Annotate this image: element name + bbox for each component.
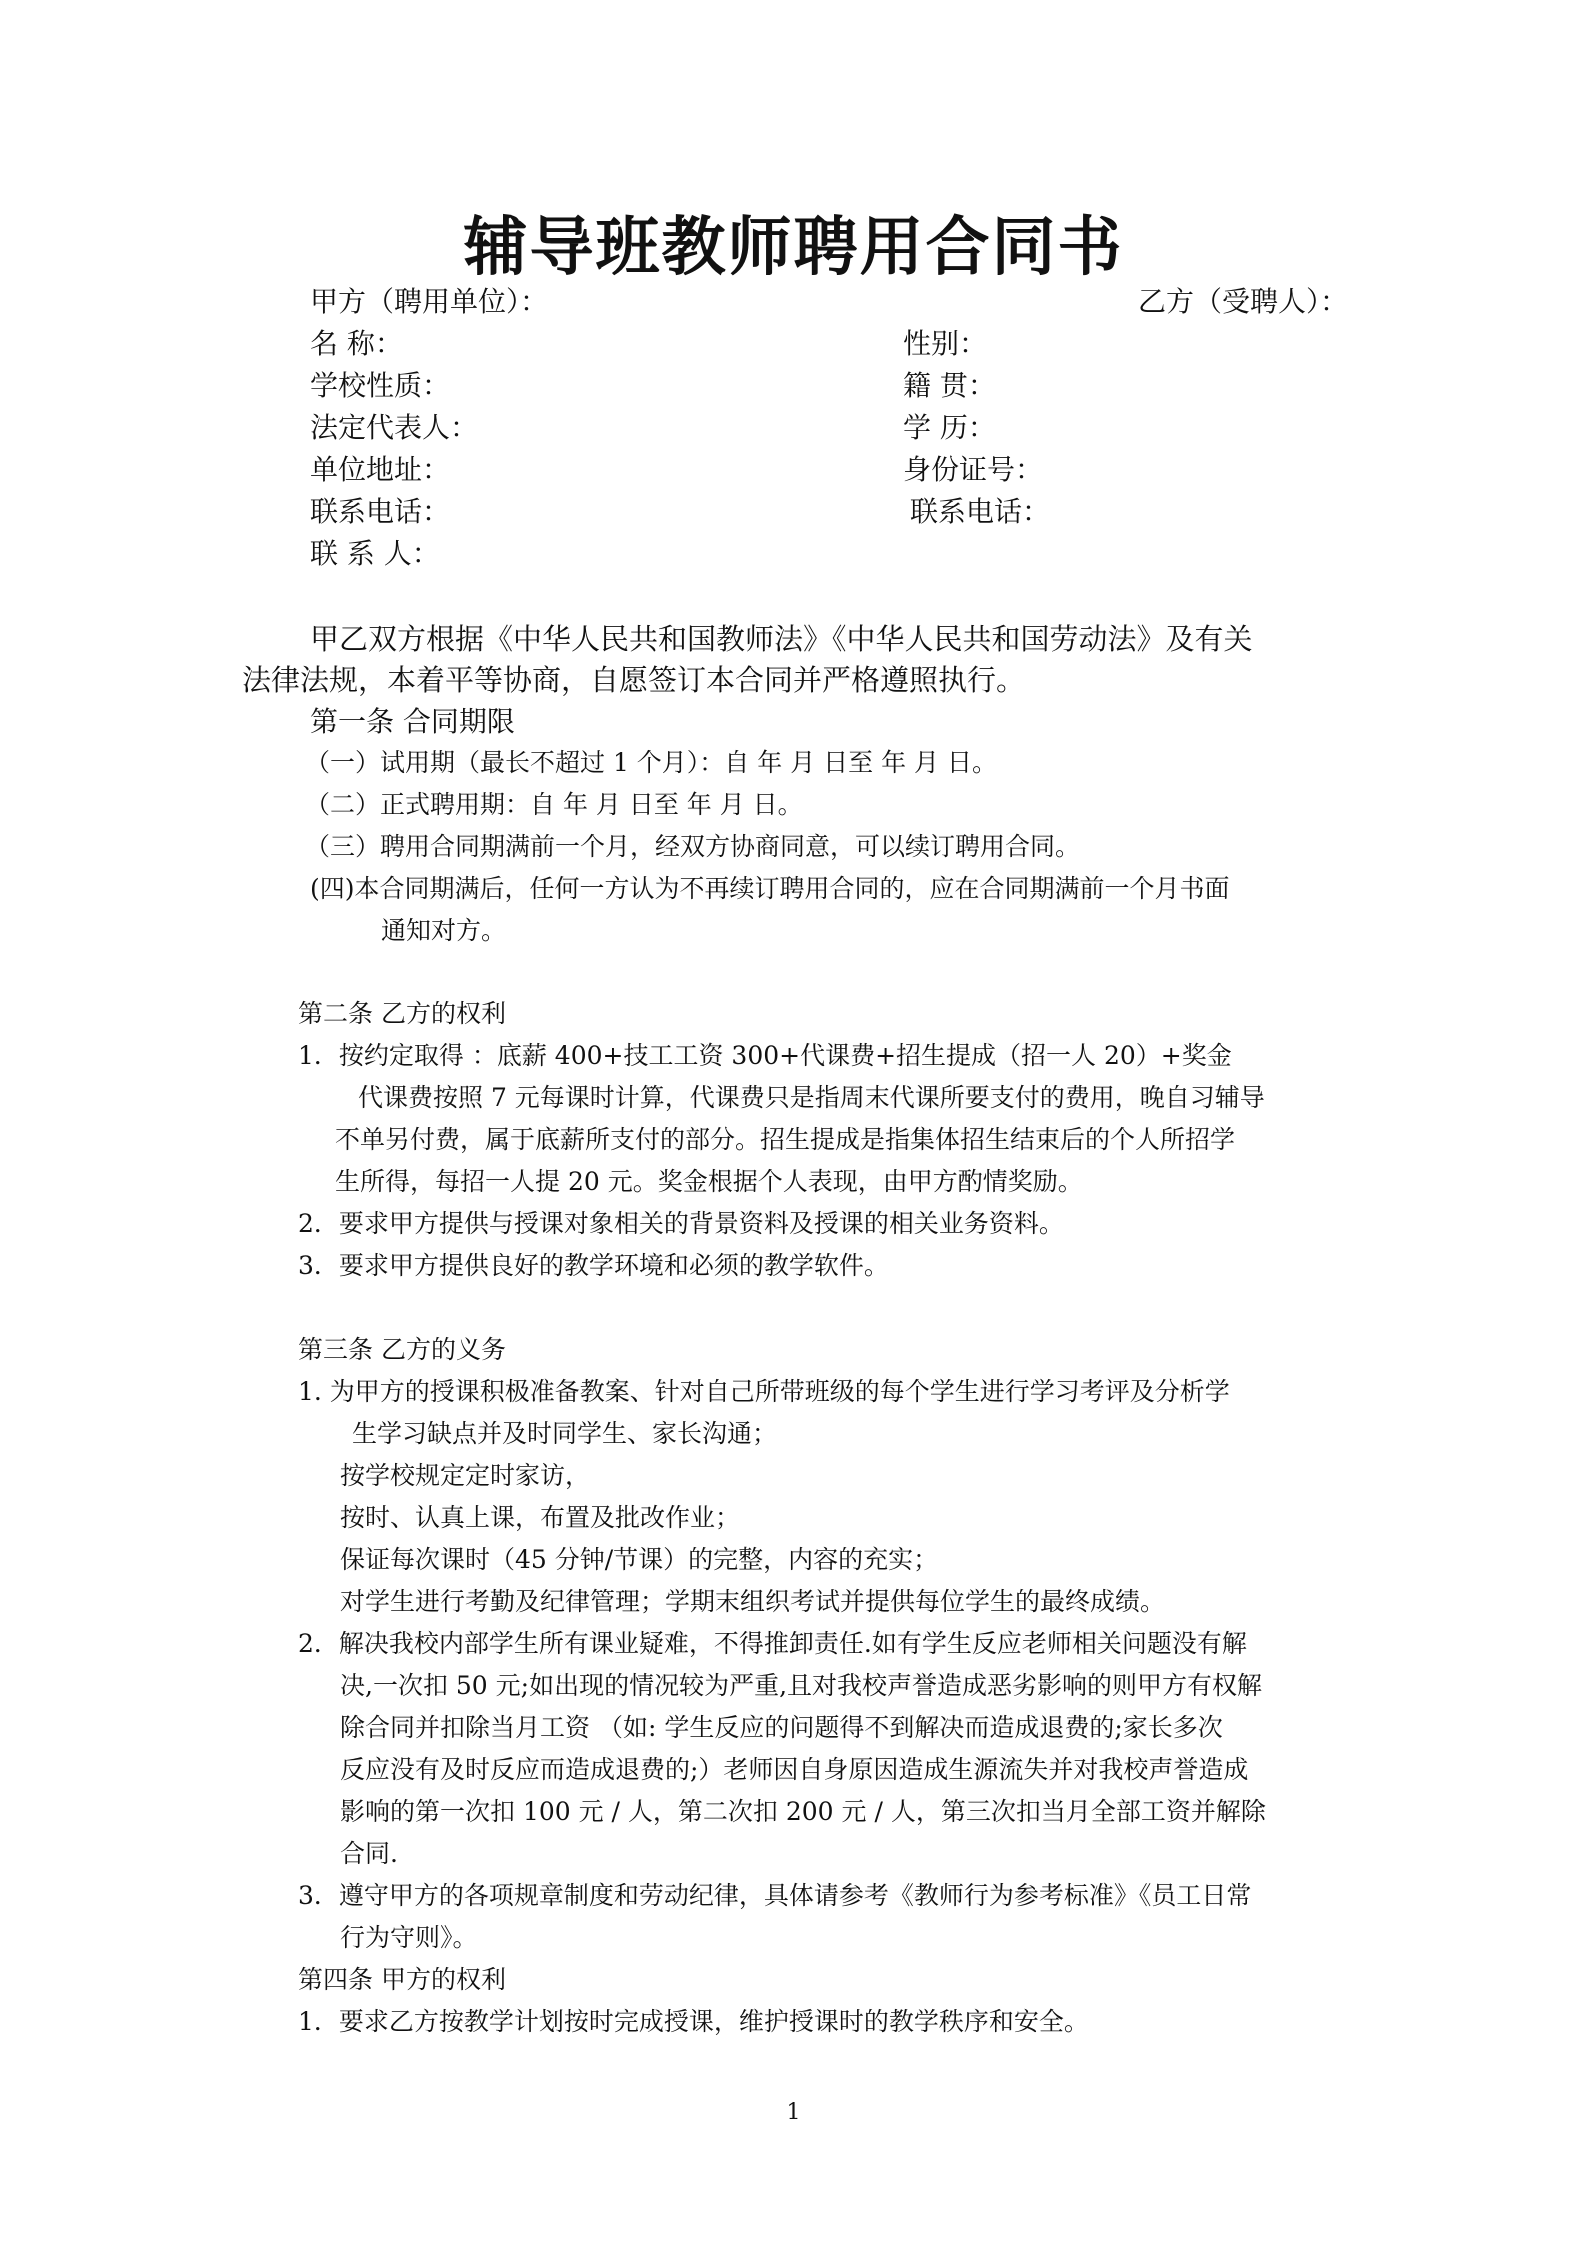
article-3-line: 合同. bbox=[340, 1839, 398, 1868]
article-3-line: 1. 为甲方的授课积极准备教案、针对自己所带班级的每个学生进行学习考评及分析学 bbox=[298, 1377, 1230, 1406]
party-a-name-field: 名 称： bbox=[310, 327, 403, 360]
article-3-line: 生学习缺点并及时同学生、家长沟通； bbox=[352, 1419, 778, 1448]
article-1-item-2: （二）正式聘用期：自 年 月 日至 年 月 日。 bbox=[305, 790, 803, 819]
article-2-title: 第二条 乙方的权利 bbox=[298, 999, 506, 1028]
party-a-legal-rep-field: 法定代表人： bbox=[310, 411, 479, 444]
article-3-line: 影响的第一次扣 100 元 / 人，第二次扣 200 元 / 人，第三次扣当月全部工资并解除 bbox=[340, 1797, 1266, 1826]
article-1-item-1: （一）试用期（最长不超过 1 个月）：自 年 月 日至 年 月 日。 bbox=[305, 748, 997, 777]
article-2-line: 3．要求甲方提供良好的教学环境和必须的教学软件。 bbox=[298, 1251, 889, 1280]
party-a-school-type-field: 学校性质： bbox=[310, 369, 451, 402]
party-a-contact-field: 联 系 人： bbox=[310, 537, 440, 570]
article-1-item-3: （三）聘用合同期满前一个月，经双方协商同意，可以续订聘用合同。 bbox=[305, 832, 1081, 861]
party-a-phone-field: 联系电话： bbox=[310, 495, 451, 528]
intro-line-1: 甲乙双方根据《中华人民共和国教师法》《中华人民共和国劳动法》及有关 bbox=[310, 622, 1253, 656]
article-1-item-4-cont: 通知对方。 bbox=[381, 916, 507, 945]
article-2-line: 1．按约定取得 ：底薪 400+技工工资 300+代课费+招生提成（招一人 20）+奖金 bbox=[298, 1041, 1232, 1070]
party-b-gender-field: 性别： bbox=[903, 327, 988, 360]
article-3-line: 2．解决我校内部学生所有课业疑难，不得推卸责任.如有学生反应老师相关问题没有解 bbox=[298, 1629, 1247, 1658]
party-a-heading: 甲方（聘用单位）： bbox=[310, 285, 549, 318]
article-1-item-4: (四)本合同期满后，任何一方认为不再续订聘用合同的，应在合同期满前一个月书面 bbox=[310, 874, 1230, 903]
article-2-line: 2．要求甲方提供与授课对象相关的背景资料及授课的相关业务资料。 bbox=[298, 1209, 1064, 1238]
article-3-line: 3．遵守甲方的各项规章制度和劳动纪律，具体请参考《教师行为参考标准》《员工日常 bbox=[298, 1881, 1252, 1910]
party-a-address-field: 单位地址： bbox=[310, 453, 451, 486]
intro-line-2: 法律法规，本着平等协商，自愿签订本合同并严格遵照执行。 bbox=[242, 663, 1026, 697]
document-title: 辅导班教师聘用合同书 bbox=[463, 210, 1124, 285]
party-b-phone-field: 联系电话： bbox=[910, 495, 1051, 528]
page-number: 1 bbox=[786, 2100, 801, 2125]
party-b-hometown-field: 籍 贯： bbox=[903, 369, 996, 402]
party-b-id-number-field: 身份证号： bbox=[903, 453, 1044, 486]
article-3-line: 保证每次课时（45 分钟/节课）的完整，内容的充实； bbox=[340, 1545, 939, 1574]
article-4-title: 第四条 甲方的权利 bbox=[298, 1965, 506, 1994]
article-3-line: 按时、认真上课，布置及批改作业； bbox=[340, 1503, 741, 1532]
party-b-education-field: 学 历： bbox=[903, 411, 996, 444]
article-2-line: 生所得，每招一人提 20 元。奖金根据个人表现，由甲方酌情奖励。 bbox=[335, 1167, 1083, 1196]
article-3-title: 第三条 乙方的义务 bbox=[298, 1335, 506, 1364]
article-3-line: 按学校规定定时家访， bbox=[340, 1461, 591, 1490]
article-2-line: 不单另付费，属于底薪所支付的部分。招生提成是指集体招生结束后的个人所招学 bbox=[335, 1125, 1236, 1154]
article-4-line: 1．要求乙方按教学计划按时完成授课，维护授课时的教学秩序和安全。 bbox=[298, 2007, 1089, 2036]
party-b-heading: 乙方（受聘人）： bbox=[1138, 285, 1349, 318]
article-3-line: 行为守则》。 bbox=[340, 1923, 478, 1952]
article-3-line: 决,一次扣 50 元;如出现的情况较为严重,且对我校声誉造成恶劣影响的则甲方有权解 bbox=[340, 1671, 1263, 1700]
article-3-line: 除合同并扣除当月工资 （如: 学生反应的问题得不到解决而造成退费的;家长多次 bbox=[340, 1713, 1223, 1742]
article-3-line: 对学生进行考勤及纪律管理；学期末组织考试并提供每位学生的最终成绩。 bbox=[340, 1587, 1166, 1616]
article-3-line: 反应没有及时反应而造成退费的;）老师因自身原因造成生源流失并对我校声誉造成 bbox=[340, 1755, 1249, 1784]
article-1-title: 第一条 合同期限 bbox=[310, 705, 515, 738]
article-2-line: 代课费按照 7 元每课时计算，代课费只是指周末代课所要支付的费用，晚自习辅导 bbox=[358, 1083, 1265, 1112]
